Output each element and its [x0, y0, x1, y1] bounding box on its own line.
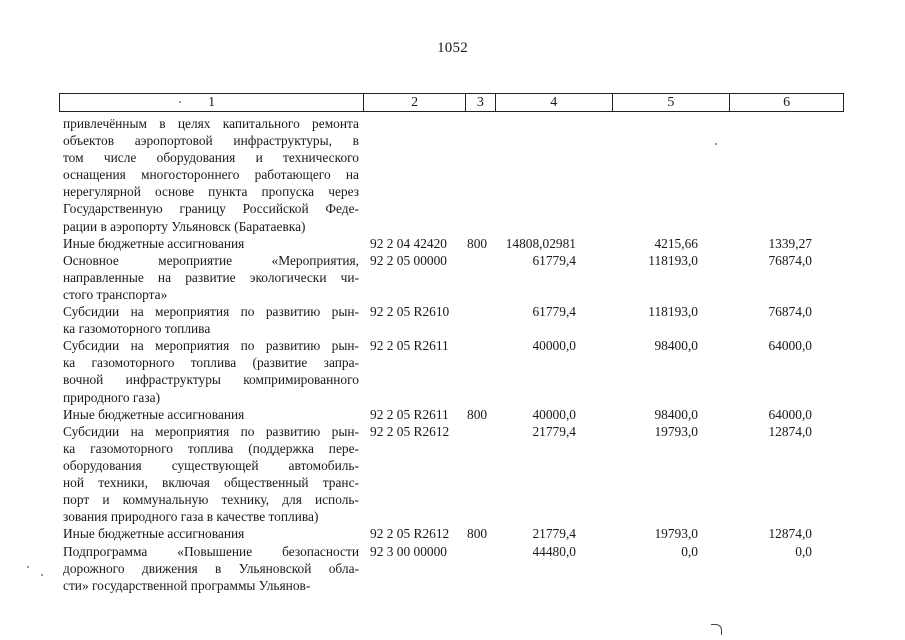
row-name-line: вочной инфраструктуры компримированного — [63, 372, 359, 388]
row-name — [63, 423, 359, 526]
row-name-line: ка газомоторного топлива (развитие запра- — [63, 355, 359, 371]
row-code: 92 2 05 R2612 — [370, 526, 450, 542]
row-name-line: ка газомоторного топлива (поддержка пере- — [63, 440, 359, 456]
row-value-col4: 61779,4 — [532, 252, 576, 268]
scan-speck — [715, 143, 717, 145]
row-value-col4: 61779,4 — [532, 304, 576, 320]
row-name-line: оборудования существующей автомобиль- — [63, 457, 359, 473]
row-value-col6: 76874,0 — [768, 304, 812, 320]
scan-speck — [179, 101, 181, 103]
row-name — [63, 337, 359, 405]
row-name-line: нерегулярной основе пункта пропуска через — [63, 184, 359, 200]
row-code: 92 2 05 00000 — [370, 252, 447, 268]
row-name-line: Иные бюджетные ассигнования — [63, 235, 245, 251]
row-name-line: сти» государственной программы Ульянов- — [63, 577, 311, 593]
row-name-line: Государственную границу Российской Феде- — [63, 201, 359, 217]
row-value-col6: 0,0 — [795, 543, 812, 559]
row-code: 92 2 05 R2612 — [370, 423, 450, 439]
row-name-line: ка газомоторного топлива — [63, 321, 211, 337]
row-kvr: 800 — [467, 526, 488, 542]
row-name-line: направленные на развитие экологически чи- — [63, 269, 359, 285]
row-value-col4: 21779,4 — [532, 423, 576, 439]
row-code: 92 2 04 42420 — [370, 235, 447, 251]
row-value-col5: 19793,0 — [654, 423, 698, 439]
row-name-line: объектов аэропортовой инфраструктуры, в — [63, 133, 359, 149]
row-value-col4: 14808,02981 — [505, 235, 576, 251]
row-value-col4: 40000,0 — [532, 338, 576, 354]
scan-corner-mark — [711, 624, 722, 635]
row-name — [63, 543, 359, 594]
row-value-col5: 118193,0 — [648, 304, 698, 320]
row-value-col6: 1339,27 — [768, 235, 812, 251]
row-name — [63, 406, 359, 423]
row-value-col5: 19793,0 — [654, 526, 698, 542]
row-name-line: зования природного газа в качестве топлива) — [63, 509, 319, 525]
header-col-3: 3 — [466, 94, 496, 111]
row-name-line: Иные бюджетные ассигнования — [63, 406, 245, 422]
row-name-line: рации в аэропорту Ульяновск (Баратаевка) — [63, 218, 306, 234]
row-name — [63, 252, 359, 303]
row-kvr: 800 — [467, 235, 488, 251]
row-value-col4: 44480,0 — [532, 543, 576, 559]
row-name-line: Иные бюджетные ассигнования — [63, 526, 245, 542]
row-value-col6: 12874,0 — [768, 423, 812, 439]
row-name-line: природного газа) — [63, 389, 161, 405]
row-code: 92 3 00 00000 — [370, 543, 447, 559]
row-code: 92 2 05 R2611 — [370, 338, 449, 354]
row-name — [63, 115, 359, 235]
row-name-line: Субсидии на мероприятия по развитию рын- — [63, 304, 359, 320]
row-name-line: стого транспорта» — [63, 286, 168, 302]
row-name-line: порт и коммунальную технику, для исполь- — [63, 492, 359, 508]
row-code: 92 2 05 R2611 — [370, 406, 449, 422]
row-value-col5: 4215,66 — [654, 235, 698, 251]
row-value-col6: 76874,0 — [768, 252, 812, 268]
row-value-col5: 0,0 — [681, 543, 698, 559]
row-name-line: ной техники, включая общественный транс- — [63, 475, 359, 491]
row-name-line: привлечённым в целях капитального ремонта — [63, 116, 359, 131]
row-value-col5: 118193,0 — [648, 252, 698, 268]
row-name — [63, 525, 359, 542]
row-code: 92 2 05 R2610 — [370, 304, 450, 320]
row-name-line: оснащения многостороннего работающего на — [63, 167, 359, 183]
header-col-1: 1 — [60, 94, 364, 111]
row-value-col5: 98400,0 — [654, 406, 698, 422]
scan-speck — [41, 574, 43, 576]
scan-speck — [27, 566, 29, 568]
row-name-line: Основное мероприятие «Мероприятия, — [63, 252, 359, 268]
row-name-line: том числе оборудования и технического — [63, 150, 359, 166]
row-name — [63, 235, 359, 252]
page-number: 1052 — [437, 40, 468, 56]
row-value-col6: 12874,0 — [768, 526, 812, 542]
row-value-col6: 64000,0 — [768, 406, 812, 422]
row-name-line: Субсидии на мероприятия по развитию рын- — [63, 423, 359, 439]
row-kvr: 800 — [467, 406, 488, 422]
row-value-col4: 40000,0 — [532, 406, 576, 422]
row-value-col4: 21779,4 — [532, 526, 576, 542]
header-col-6: 6 — [783, 95, 791, 110]
row-value-col6: 64000,0 — [768, 338, 812, 354]
table-header — [59, 93, 844, 112]
row-name-line: дорожного движения в Ульяновской обла- — [63, 560, 359, 576]
row-name-line: Подпрограмма «Повышение безопасности — [63, 543, 359, 559]
row-name — [63, 303, 359, 337]
header-col-2: 2 — [364, 94, 466, 111]
header-col-5: 5 — [613, 94, 731, 111]
header-col-4: 4 — [496, 94, 613, 111]
row-name-line: Субсидии на мероприятия по развитию рын- — [63, 338, 359, 354]
row-value-col5: 98400,0 — [654, 338, 698, 354]
